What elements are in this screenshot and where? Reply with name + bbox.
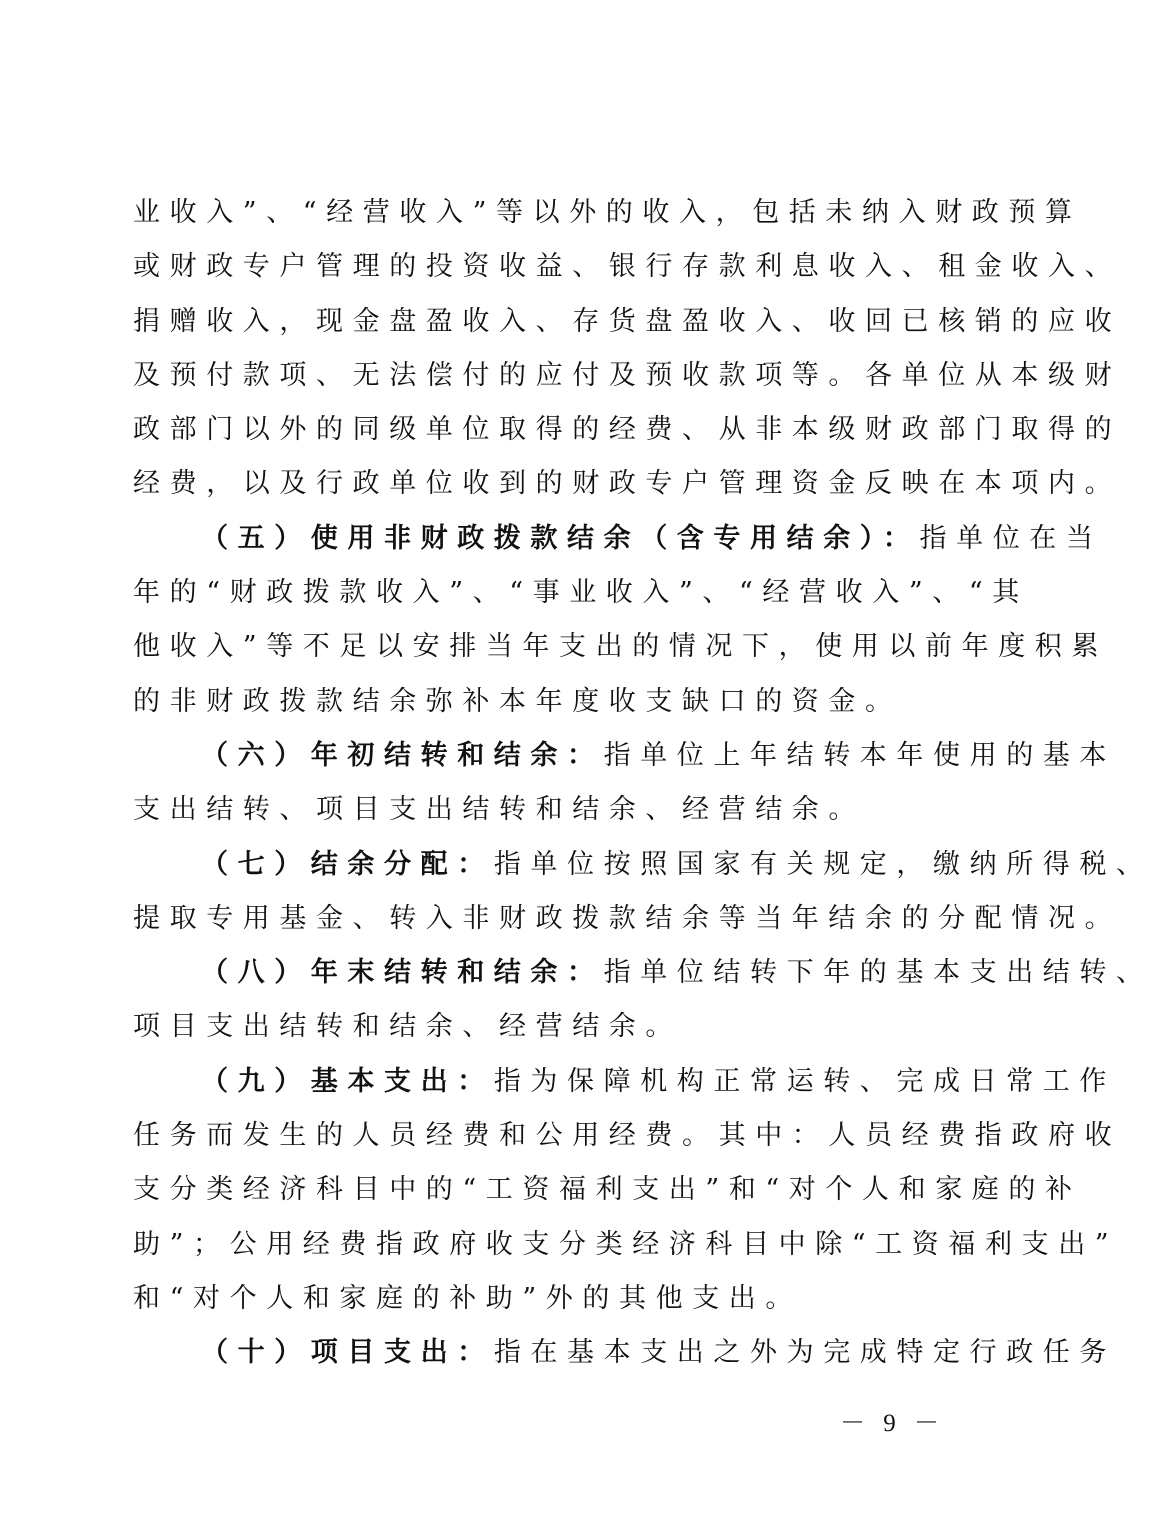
text-line: 捐赠收入，现金盘盈收入、存货盘盈收入、收回已核销的应收	[133, 305, 1122, 337]
text-line: 政部门以外的同级单位取得的经费、从非本级财政部门取得的	[133, 414, 1122, 446]
section-heading-line: （九）基本支出：指为保障机构正常运转、完成日常工作	[201, 1065, 1117, 1097]
section-heading-line: （十）项目支出：指在基本支出之外为完成特定行政任务	[201, 1337, 1117, 1369]
text-line: 年的“财政拨款收入”、“事业收入”、“经营收入”、“其	[133, 577, 1029, 609]
text-line: 经费，以及行政单位收到的财政专户管理资金反映在本项内。	[133, 468, 1122, 500]
text-line: 的非财政拨款结余弥补本年度收支缺口的资金。	[133, 685, 902, 717]
document-body	[133, 186, 1153, 1381]
text-line: 及预付款项、无法偿付的应付及预收款项等。各单位从本级财	[133, 359, 1122, 391]
text-line: 业收入”、“经营收入”等以外的收入，包括未纳入财政预算	[133, 197, 1082, 228]
section-heading-line: （七）结余分配：指单位按照国家有关规定，缴纳所得税、	[201, 848, 1153, 880]
text-line: 他收入”等不足以安排当年支出的情况下，使用以前年度积累	[133, 631, 1109, 663]
page-number: － 9 －	[839, 1410, 945, 1437]
text-line: 或财政专户管理的投资收益、银行存款利息收入、租金收入、	[133, 251, 1122, 283]
text-line: 支出结转、项目支出结转和结余、经营结余。	[133, 794, 865, 826]
section-heading-7: （七）结余分配：	[201, 848, 494, 880]
text-line: 和“对个人和家庭的补助”外的其他支出。	[133, 1282, 803, 1314]
text-line: 助”；公用经费指政府收支分类经济科目中除“工资福利支出”	[133, 1228, 1119, 1260]
text-line: 提取专用基金、转入非财政拨款结余等当年结余的分配情况。	[133, 902, 1122, 934]
section-heading-line: （五）使用非财政拨款结余（含专用结余）：指单位在当	[201, 522, 1103, 554]
section-heading-line: （六）年初结转和结余：指单位上年结转本年使用的基本	[201, 739, 1117, 771]
section-heading-10: （十）项目支出：	[201, 1337, 494, 1369]
section-heading-5: （五）使用非财政拨款结余（含专用结余）：	[201, 522, 920, 554]
text-line: 项目支出结转和结余、经营结余。	[133, 1011, 682, 1043]
section-heading-6: （六）年初结转和结余：	[201, 739, 604, 771]
text-line: 支分类经济科目中的“工资福利支出”和“对个人和家庭的补	[133, 1174, 1082, 1206]
section-heading-9: （九）基本支出：	[201, 1065, 494, 1097]
section-heading-line: （八）年末结转和结余：指单位结转下年的基本支出结转、	[201, 957, 1153, 989]
section-heading-8: （八）年末结转和结余：	[201, 957, 604, 989]
text-line: 任务而发生的人员经费和公用经费。其中：人员经费指政府收	[133, 1120, 1122, 1152]
